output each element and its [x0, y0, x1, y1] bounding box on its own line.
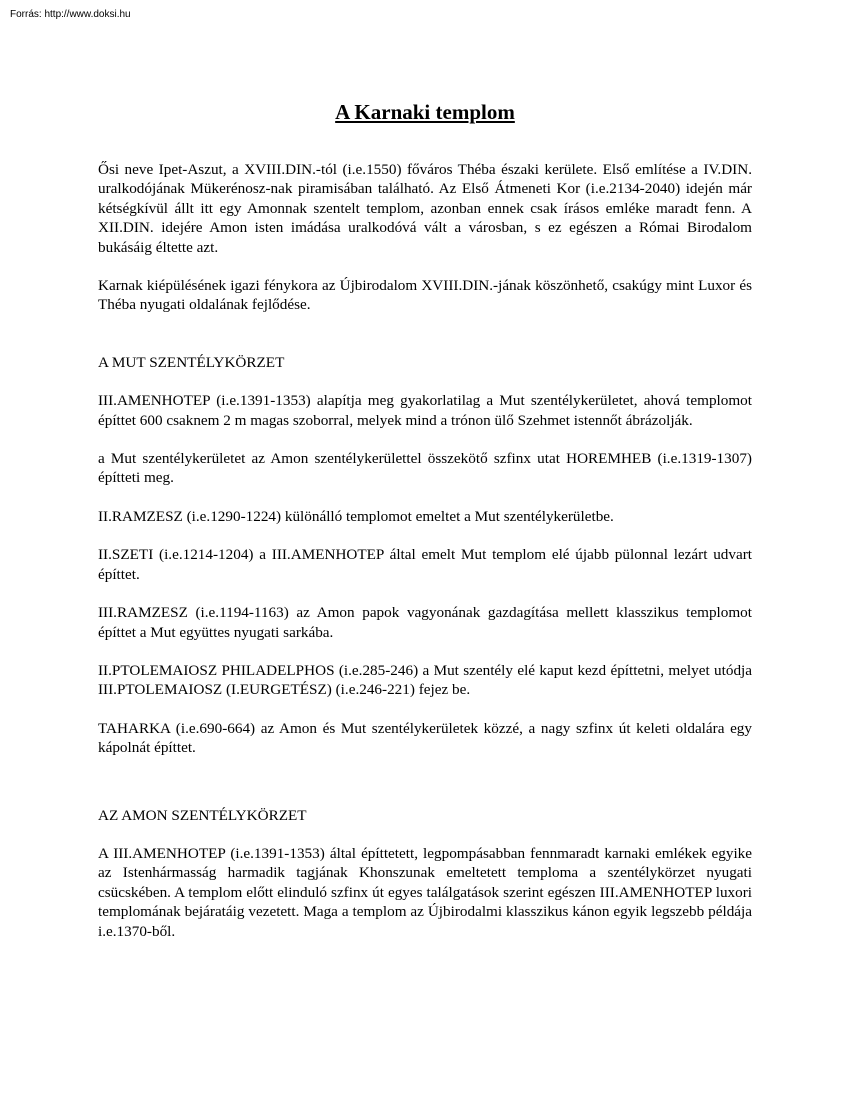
section-heading-amon: AZ AMON SZENTÉLYKÖRZET [98, 806, 307, 824]
mut-paragraph-3: II.RAMZESZ (i.e.1290-1224) különálló templomot emeltet a Mut szentélykerületbe. [98, 507, 614, 525]
page-title: A Karnaki templom [335, 100, 515, 124]
intro-paragraph-2: Karnak kiépülésének igazi fénykora az Újbirodalom XVIII.DIN.-jának köszönhető, csakúgy mint Luxor és Théba nyugati oldalának fejlődése. [98, 277, 752, 314]
mut-paragraph-5: III.RAMZESZ (i.e.1194-1163) az Amon papok vagyonának gazdagítása mellett klasszikus templomot építtet a Mut együttes nyugati sarkába. [98, 604, 752, 641]
mut-paragraph-7: TAHARKA (i.e.690-664) az Amon és Mut szentélykerületek közzé, a nagy szfinx út keleti oldalára egy kápolnát építtet. [98, 719, 752, 757]
mut-paragraph-2: a Mut szentélykerületet az Amon szentélykerülettel összekötő szfinx utat HOREMHEB (i.e.1319-1307) építteti meg. [98, 450, 752, 487]
section-heading-mut: A MUT SZENTÉLYKÖRZET [98, 353, 285, 371]
mut-paragraph-4: II.SZETI (i.e.1214-1204) a III.AMENHOTEP által emelt Mut templom elé újabb pülonnal lezárt udvart építtet. [98, 546, 752, 583]
intro-paragraph-1: Ősi neve Ipet-Aszut, a XVIII.DIN.-tól (i.e.1550) főváros Théba északi kerülete. Első említése a IV.DIN. uralkodójának Mükerénosz-nak piramisában található. Az Első Átmeneti Kor (i.e.2134-2040) idején már kétségkívül állt itt egy Amonnak szentelt templom, azonban ennek csak írásos emléke maradt fenn. A XII.DIN. idejére Amon isten imádása uralkodóvá vált a városban, s ez egészen a Római Birodalom bukásáig éltette azt. [98, 161, 752, 256]
document-body [98, 160, 752, 941]
mut-paragraph-1: III.AMENHOTEP (i.e.1391-1353) alapítja meg gyakorlatilag a Mut szentélykerületet, ahová templomot építtet 600 csaknem 2 m magas szoborral, melyek mind a trónon ülő Szehmet istennőt ábrázolják. [98, 392, 752, 429]
source-note: Forrás: http://www.doksi.hu [10, 9, 131, 20]
mut-paragraph-6: II.PTOLEMAIOSZ PHILADELPHOS (i.e.285-246) a Mut szentély elé kaput kezd építtetni, melyet utódja III.PTOLEMAIOSZ (I.EURGETÉSZ) (i.e.246-221) fejez be. [98, 661, 752, 699]
amon-paragraph-1: A III.AMENHOTEP (i.e.1391-1353) által építtetett, legpompásabban fennmaradt karnaki emlékek egyike az Istenhármasság harmadik tagjának Khonszunak emeltetett temploma a szentélykörzet nyugati csücskében. A templom előtt elinduló szfinx út egyes találgatások szerint egészen III.AMENHOTEP luxori templomának bejáratáig vezetett. Maga a templom az Újbirodalmi klasszikus kánon egyik legszebb példája i.e.1370-ből. [98, 844, 752, 940]
